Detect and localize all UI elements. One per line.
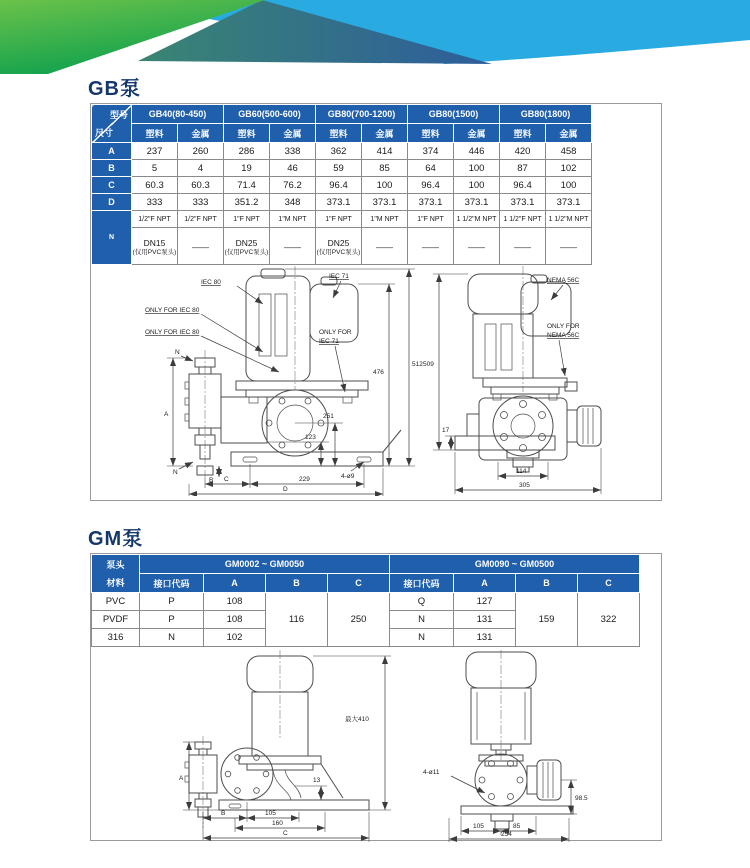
dn-cell	[316, 228, 362, 265]
dn-cell	[546, 228, 592, 265]
npt-cell: 1/2"F NPT	[132, 211, 178, 228]
label-only-nema-1: ONLY FOR	[547, 323, 580, 330]
label-only-iec71-1: ONLY FOR	[319, 329, 352, 336]
gb-front-labels	[547, 277, 580, 376]
cell: P	[140, 611, 204, 629]
cell: 64	[408, 160, 454, 177]
gb-section-box	[90, 103, 662, 501]
dim-251: 251	[323, 413, 334, 420]
cell-merged-c1: 250	[328, 593, 390, 647]
gb-side-view-drawing	[143, 266, 427, 496]
cell: 60.3	[132, 177, 178, 194]
gm-sub-header: 接口代码	[140, 574, 204, 593]
gb-mat-header: 塑料	[500, 124, 546, 143]
gb-front-dimensions	[423, 274, 601, 494]
cell: 338	[270, 143, 316, 160]
gb-base-front	[455, 436, 555, 472]
cell: N	[140, 629, 204, 647]
npt-cell: 1/2"F NPT	[178, 211, 224, 228]
gm-sub-header: B	[266, 574, 328, 593]
label-nema-56c: NEMA 56C	[547, 277, 580, 284]
label-only-nema-2: NEMA 56C	[547, 332, 580, 339]
dn-size: ——	[376, 242, 393, 252]
dn-cell	[454, 228, 500, 265]
cell: 373.1	[454, 194, 500, 211]
gm-motor-front	[466, 650, 536, 766]
dn-cell	[362, 228, 408, 265]
cell: 96.4	[408, 177, 454, 194]
dim-123: 123	[305, 434, 316, 441]
dim-254: 254	[501, 831, 512, 838]
cell: N	[390, 611, 454, 629]
gm-material: PVC	[92, 593, 140, 611]
gb-mat-header: 金属	[454, 124, 500, 143]
label-iec80: IEC 80	[201, 279, 221, 286]
gm-sub-header: C	[578, 574, 640, 593]
dn-cell	[270, 228, 316, 265]
npt-cell: 1"F NPT	[316, 211, 362, 228]
dn-note: (仅用PVC泵头)	[316, 249, 361, 256]
dim-114: 114	[516, 468, 527, 475]
dim-max-410: 最大410	[345, 716, 369, 723]
gb-model-header: GB80(1800)	[500, 105, 592, 124]
cell: 96.4	[500, 177, 546, 194]
cell-merged-b1: 116	[266, 593, 328, 647]
label-iec71: IEC 71	[329, 273, 349, 280]
cell: N	[390, 629, 454, 647]
cell: 131	[454, 629, 516, 647]
cell: 100	[546, 177, 592, 194]
cell: 131	[454, 611, 516, 629]
gm-section-box	[90, 553, 662, 841]
dim-476: 476	[373, 369, 384, 376]
cell: 286	[224, 143, 270, 160]
gm-pipe-support	[273, 764, 343, 800]
cell: 333	[132, 194, 178, 211]
gm-front-view-drawing	[421, 650, 649, 842]
gm-sub-header: A	[204, 574, 266, 593]
dn-note: (仅用PVC泵头)	[224, 249, 269, 256]
cell: 373.1	[316, 194, 362, 211]
gb-mat-header: 金属	[546, 124, 592, 143]
npt-cell: 1"M NPT	[270, 211, 316, 228]
gm-section-title: GM泵	[88, 528, 144, 550]
dim-a: A	[179, 775, 184, 782]
dn-size: ——	[284, 242, 301, 252]
label-n-top: N	[175, 349, 180, 356]
dim-holes-4d11: 4-ø11	[423, 769, 440, 776]
cell: 87	[500, 160, 546, 177]
gm-pump-head-front	[475, 754, 561, 806]
npt-cell: 1"F NPT	[408, 211, 454, 228]
cell: 108	[204, 611, 266, 629]
cell: 100	[454, 160, 500, 177]
dn-size: ——	[560, 242, 577, 252]
cell: 362	[316, 143, 362, 160]
dim-98-5: 98.5	[575, 795, 588, 802]
gb-mat-header: 金属	[178, 124, 224, 143]
cell: 96.4	[316, 177, 362, 194]
gb-model-header: GB80(1500)	[408, 105, 500, 124]
label-only-iec71-2: IEC 71	[319, 338, 339, 345]
gb-model-header: GB60(500-600)	[224, 105, 316, 124]
label-only-iec80-1: ONLY FOR IEC 80	[145, 307, 200, 314]
gb-mat-header: 塑料	[408, 124, 454, 143]
dim-512: 512	[412, 361, 423, 368]
dim-b: B	[221, 810, 226, 817]
gb-side-dimensions	[164, 269, 423, 496]
cell: 4	[178, 160, 224, 177]
gm-material: 316	[92, 629, 140, 647]
cell: 127	[454, 593, 516, 611]
gm-motor-side	[239, 650, 321, 770]
cell: 260	[178, 143, 224, 160]
cell: 420	[500, 143, 546, 160]
banner-graphic	[0, 0, 750, 76]
cell: 85	[362, 160, 408, 177]
cell: 46	[270, 160, 316, 177]
gm-material: PVDF	[92, 611, 140, 629]
dim-509: 509	[423, 361, 434, 368]
corner-label-size: 尺寸	[95, 128, 114, 138]
cell: 100	[362, 177, 408, 194]
gb-model-header: GB80(700-1200)	[316, 105, 408, 124]
cell: 19	[224, 160, 270, 177]
dim-holes-4d9: 4-ø9	[341, 473, 355, 480]
dim-c: C	[224, 476, 229, 483]
cell: 373.1	[546, 194, 592, 211]
dim-160: 160	[272, 820, 283, 827]
gm-sub-header: B	[516, 574, 578, 593]
dim-105: 105	[265, 810, 276, 817]
corner-label-model: 型号	[109, 110, 128, 120]
gb-base	[197, 430, 401, 475]
gb-valve-stack	[185, 350, 221, 478]
gb-row-label: D	[92, 194, 132, 211]
gm-group-header: GM0090 ~ GM0500	[390, 555, 640, 574]
gb-dimension-table	[91, 104, 592, 265]
gb-row-label-n: N	[92, 211, 132, 265]
cell: P	[140, 593, 204, 611]
dim-305: 305	[519, 482, 530, 489]
dn-size: DN25	[327, 238, 350, 248]
gm-dimension-table	[91, 554, 640, 647]
dn-cell	[224, 228, 270, 265]
cell: 100	[454, 177, 500, 194]
cell: Q	[390, 593, 454, 611]
dn-note: (仅用PVC泵头)	[132, 249, 177, 256]
gm-side-view-drawing	[175, 650, 407, 842]
npt-cell: 1"F NPT	[224, 211, 270, 228]
dim-105: 105	[473, 823, 484, 830]
gm-corner-cell	[92, 555, 140, 593]
gb-mat-header: 塑料	[132, 124, 178, 143]
dn-size: ——	[468, 242, 485, 252]
gm-base-side	[219, 800, 369, 810]
cell: 76.2	[270, 177, 316, 194]
label-only-iec80-2: ONLY FOR IEC 80	[145, 329, 200, 336]
cell: 446	[454, 143, 500, 160]
gb-mat-header: 金属	[270, 124, 316, 143]
cell: 458	[546, 143, 592, 160]
dim-d: D	[283, 486, 288, 493]
cell: 5	[132, 160, 178, 177]
dn-size: ——	[422, 242, 439, 252]
dim-17: 17	[442, 427, 450, 434]
dn-cell	[178, 228, 224, 265]
dn-size: ——	[514, 242, 531, 252]
dn-cell	[500, 228, 546, 265]
corner-label-pumphead: 泵头	[106, 559, 125, 570]
cell: 60.3	[178, 177, 224, 194]
gb-front-view-drawing	[413, 266, 645, 496]
gm-valve-stack	[185, 736, 217, 828]
label-n-bottom: N	[173, 469, 178, 476]
dim-b: B	[209, 477, 214, 484]
gb-mat-header: 金属	[362, 124, 408, 143]
dn-size: DN15	[143, 238, 166, 248]
gm-sub-header: A	[454, 574, 516, 593]
dim-a: A	[164, 411, 169, 418]
cell: 108	[204, 593, 266, 611]
gm-drawings-area	[91, 648, 659, 839]
gb-mat-header: 塑料	[224, 124, 270, 143]
cell: 237	[132, 143, 178, 160]
cell: 373.1	[500, 194, 546, 211]
npt-cell: 1 1/2"M NPT	[454, 211, 500, 228]
dn-size: DN25	[235, 238, 258, 248]
gm-sub-header: C	[328, 574, 390, 593]
cell: 373.1	[408, 194, 454, 211]
gb-drawings-area	[91, 264, 659, 498]
cell: 351.2	[224, 194, 270, 211]
cell: 348	[270, 194, 316, 211]
gb-mat-header: 塑料	[316, 124, 362, 143]
cell: 71.4	[224, 177, 270, 194]
dim-85: 85	[513, 823, 521, 830]
dim-13: 13	[313, 777, 321, 784]
gb-row-label: C	[92, 177, 132, 194]
gm-group-header: GM0002 ~ GM0050	[140, 555, 390, 574]
dn-size: ——	[192, 242, 209, 252]
gb-corner-cell	[92, 105, 132, 143]
cell-merged-b2: 159	[516, 593, 578, 647]
dn-cell	[132, 228, 178, 265]
cell: 374	[408, 143, 454, 160]
cell-merged-c2: 322	[578, 593, 640, 647]
gm-sub-header: 接口代码	[390, 574, 454, 593]
cell: 373.1	[362, 194, 408, 211]
cell: 414	[362, 143, 408, 160]
gb-row-label: B	[92, 160, 132, 177]
cell: 102	[204, 629, 266, 647]
corner-label-material: 材料	[106, 577, 125, 588]
dn-cell	[408, 228, 454, 265]
cell: 333	[178, 194, 224, 211]
gb-model-header: GB40(80-450)	[132, 105, 224, 124]
npt-cell: 1 1/2"F NPT	[500, 211, 546, 228]
cell: 59	[316, 160, 362, 177]
gb-row-label: A	[92, 143, 132, 160]
dim-c: C	[283, 830, 288, 837]
npt-cell: 1"M NPT	[362, 211, 408, 228]
cell: 102	[546, 160, 592, 177]
dim-229: 229	[299, 476, 310, 483]
npt-cell: 1 1/2"M NPT	[546, 211, 592, 228]
gb-section-title: GB泵	[88, 78, 141, 100]
